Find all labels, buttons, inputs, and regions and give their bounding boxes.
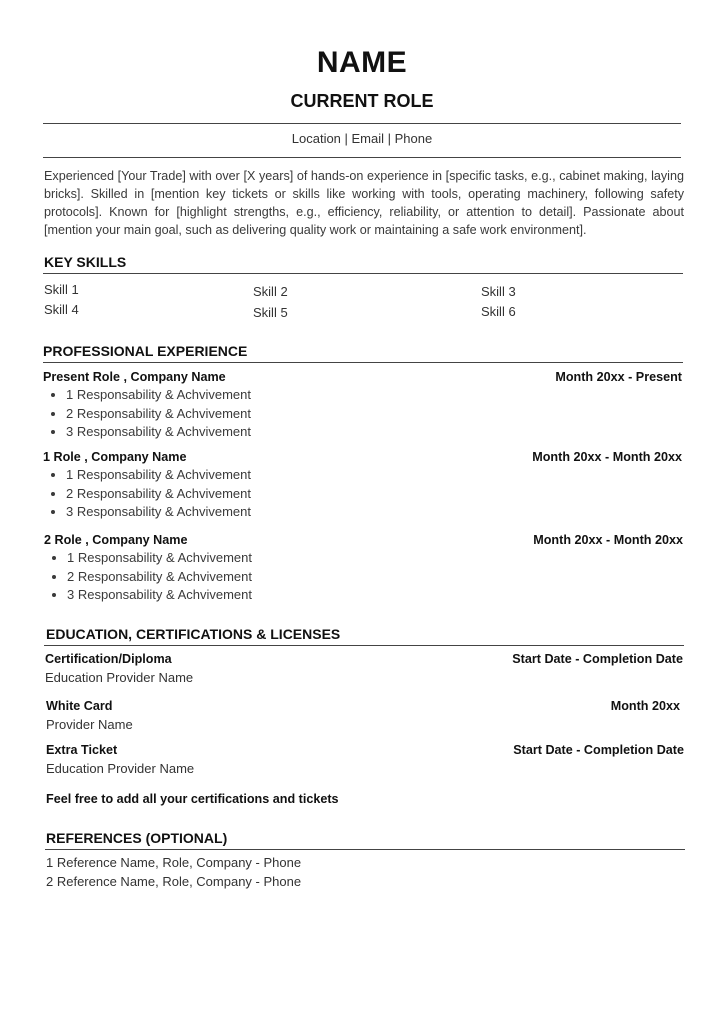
skill-item: Skill 5 — [253, 305, 288, 320]
education-note: Feel free to add all your certifications and tickets — [46, 792, 339, 806]
job-bullet: • 1 Responsability & Achvivement — [67, 549, 252, 568]
job-bullets — [44, 466, 251, 522]
education-dates: Month 20xx — [610, 699, 680, 713]
key-skills-divider — [43, 273, 683, 274]
header-divider-top — [43, 123, 681, 124]
education-title: Extra Ticket — [46, 743, 118, 757]
education-dates: Start Date - Completion Date — [513, 743, 684, 757]
skill-item: Skill 4 — [44, 302, 79, 317]
education-divider — [44, 645, 684, 646]
education-provider: Provider Name — [46, 717, 133, 732]
job-bullet: • 1 Responsability & Achvivement — [66, 386, 251, 405]
job-bullets — [45, 549, 252, 605]
education-dates: Start Date - Completion Date — [512, 652, 683, 666]
experience-divider — [43, 362, 683, 363]
job-bullet: • 1 Responsability & Achvivement — [66, 466, 251, 485]
experience-heading: PROFESSIONAL EXPERIENCE — [43, 343, 248, 359]
job-title: Present Role , Company Name — [43, 370, 226, 384]
profile-summary: Experienced [Your Trade] with over [X years] of hands-on experience in [specific tasks, e.g., cabinet making, laying bricks]. Skilled in [mention key tickets or skills like working with tools, operating machinery, following safety protocols]. Known for [highlight strengths, e.g., efficiency, reliability, or attention to detail]. Passionate about [mention your main goal, such as delivering quality work or maintaining a safe work environment]. — [44, 169, 684, 237]
header-divider-bottom — [43, 157, 681, 158]
education-heading: EDUCATION, CERTIFICATIONS & LICENSES — [46, 626, 341, 642]
reference-item: 2 Reference Name, Role, Company - Phone — [46, 874, 302, 889]
skill-item: Skill 2 — [253, 284, 288, 299]
job-bullet: • 3 Responsability & Achvivement — [67, 586, 252, 605]
job-bullet: • 3 Responsability & Achvivement — [66, 423, 251, 442]
job-dates: Month 20xx - Month 20xx — [533, 533, 683, 547]
job-bullets — [44, 386, 251, 442]
education-title: White Card — [46, 699, 113, 713]
reference-item: 1 Reference Name, Role, Company - Phone — [46, 855, 302, 870]
skill-item: Skill 1 — [44, 282, 79, 297]
job-bullet: • 2 Responsability & Achvivement — [66, 405, 251, 424]
education-provider: Education Provider Name — [46, 761, 195, 776]
skill-item: Skill 6 — [481, 304, 516, 319]
job-dates: Month 20xx - Month 20xx — [532, 450, 682, 464]
job-bullet: • 2 Responsability & Achvivement — [67, 568, 252, 587]
references-divider — [45, 849, 685, 850]
skill-item: Skill 3 — [481, 284, 516, 299]
job-title: 2 Role , Company Name — [44, 533, 188, 547]
education-title: Certification/Diploma — [45, 652, 172, 666]
contact-line: Location | Email | Phone — [291, 131, 433, 146]
job-dates: Month 20xx - Present — [555, 370, 682, 384]
job-title: 1 Role , Company Name — [43, 450, 187, 464]
references-heading: REFERENCES (OPTIONAL) — [46, 830, 228, 846]
education-provider: Education Provider Name — [45, 670, 194, 685]
key-skills-heading: KEY SKILLS — [44, 254, 127, 270]
current-role: CURRENT ROLE — [290, 91, 434, 111]
candidate-name: NAME — [316, 46, 408, 79]
job-bullet: • 3 Responsability & Achvivement — [66, 503, 251, 522]
job-bullet: • 2 Responsability & Achvivement — [66, 485, 251, 504]
